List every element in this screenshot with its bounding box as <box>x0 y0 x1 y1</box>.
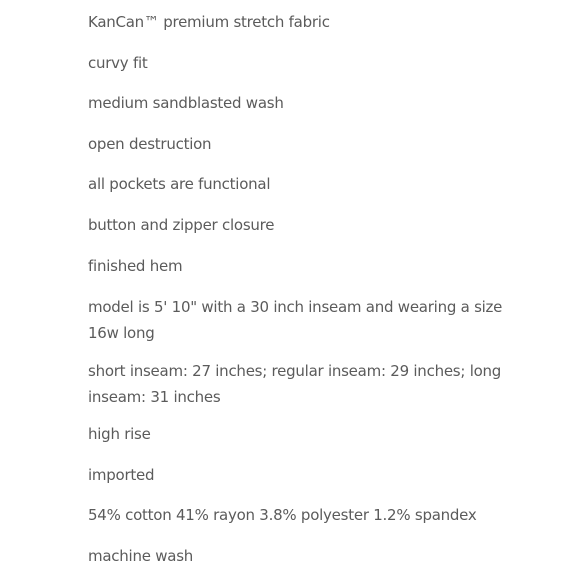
detail-item-wash: medium sandblasted wash <box>88 94 284 113</box>
detail-item-rise: high rise <box>88 425 151 444</box>
detail-item-fit: curvy fit <box>88 53 148 72</box>
product-details-list <box>88 10 528 585</box>
detail-item-pockets: all pockets are functional <box>88 175 271 194</box>
detail-item-fabric: KanCan™ premium stretch fabric <box>88 13 330 31</box>
detail-item-hem: finished hem <box>88 256 183 275</box>
detail-item-inseam-options: short inseam: 27 inches; regular inseam: 29 inches; long inseam: 31 inches <box>88 362 502 407</box>
detail-item-origin: imported <box>88 465 155 484</box>
detail-item-care: machine wash <box>88 546 194 565</box>
detail-item-destruction: open destruction <box>88 134 212 153</box>
detail-item-composition: 54% cotton 41% rayon 3.8% polyester 1.2% spandex <box>88 506 477 525</box>
detail-item-closure: button and zipper closure <box>88 215 275 234</box>
detail-item-model-size: model is 5' 10" with a 30 inch inseam and wearing a size 16w long <box>88 298 503 343</box>
